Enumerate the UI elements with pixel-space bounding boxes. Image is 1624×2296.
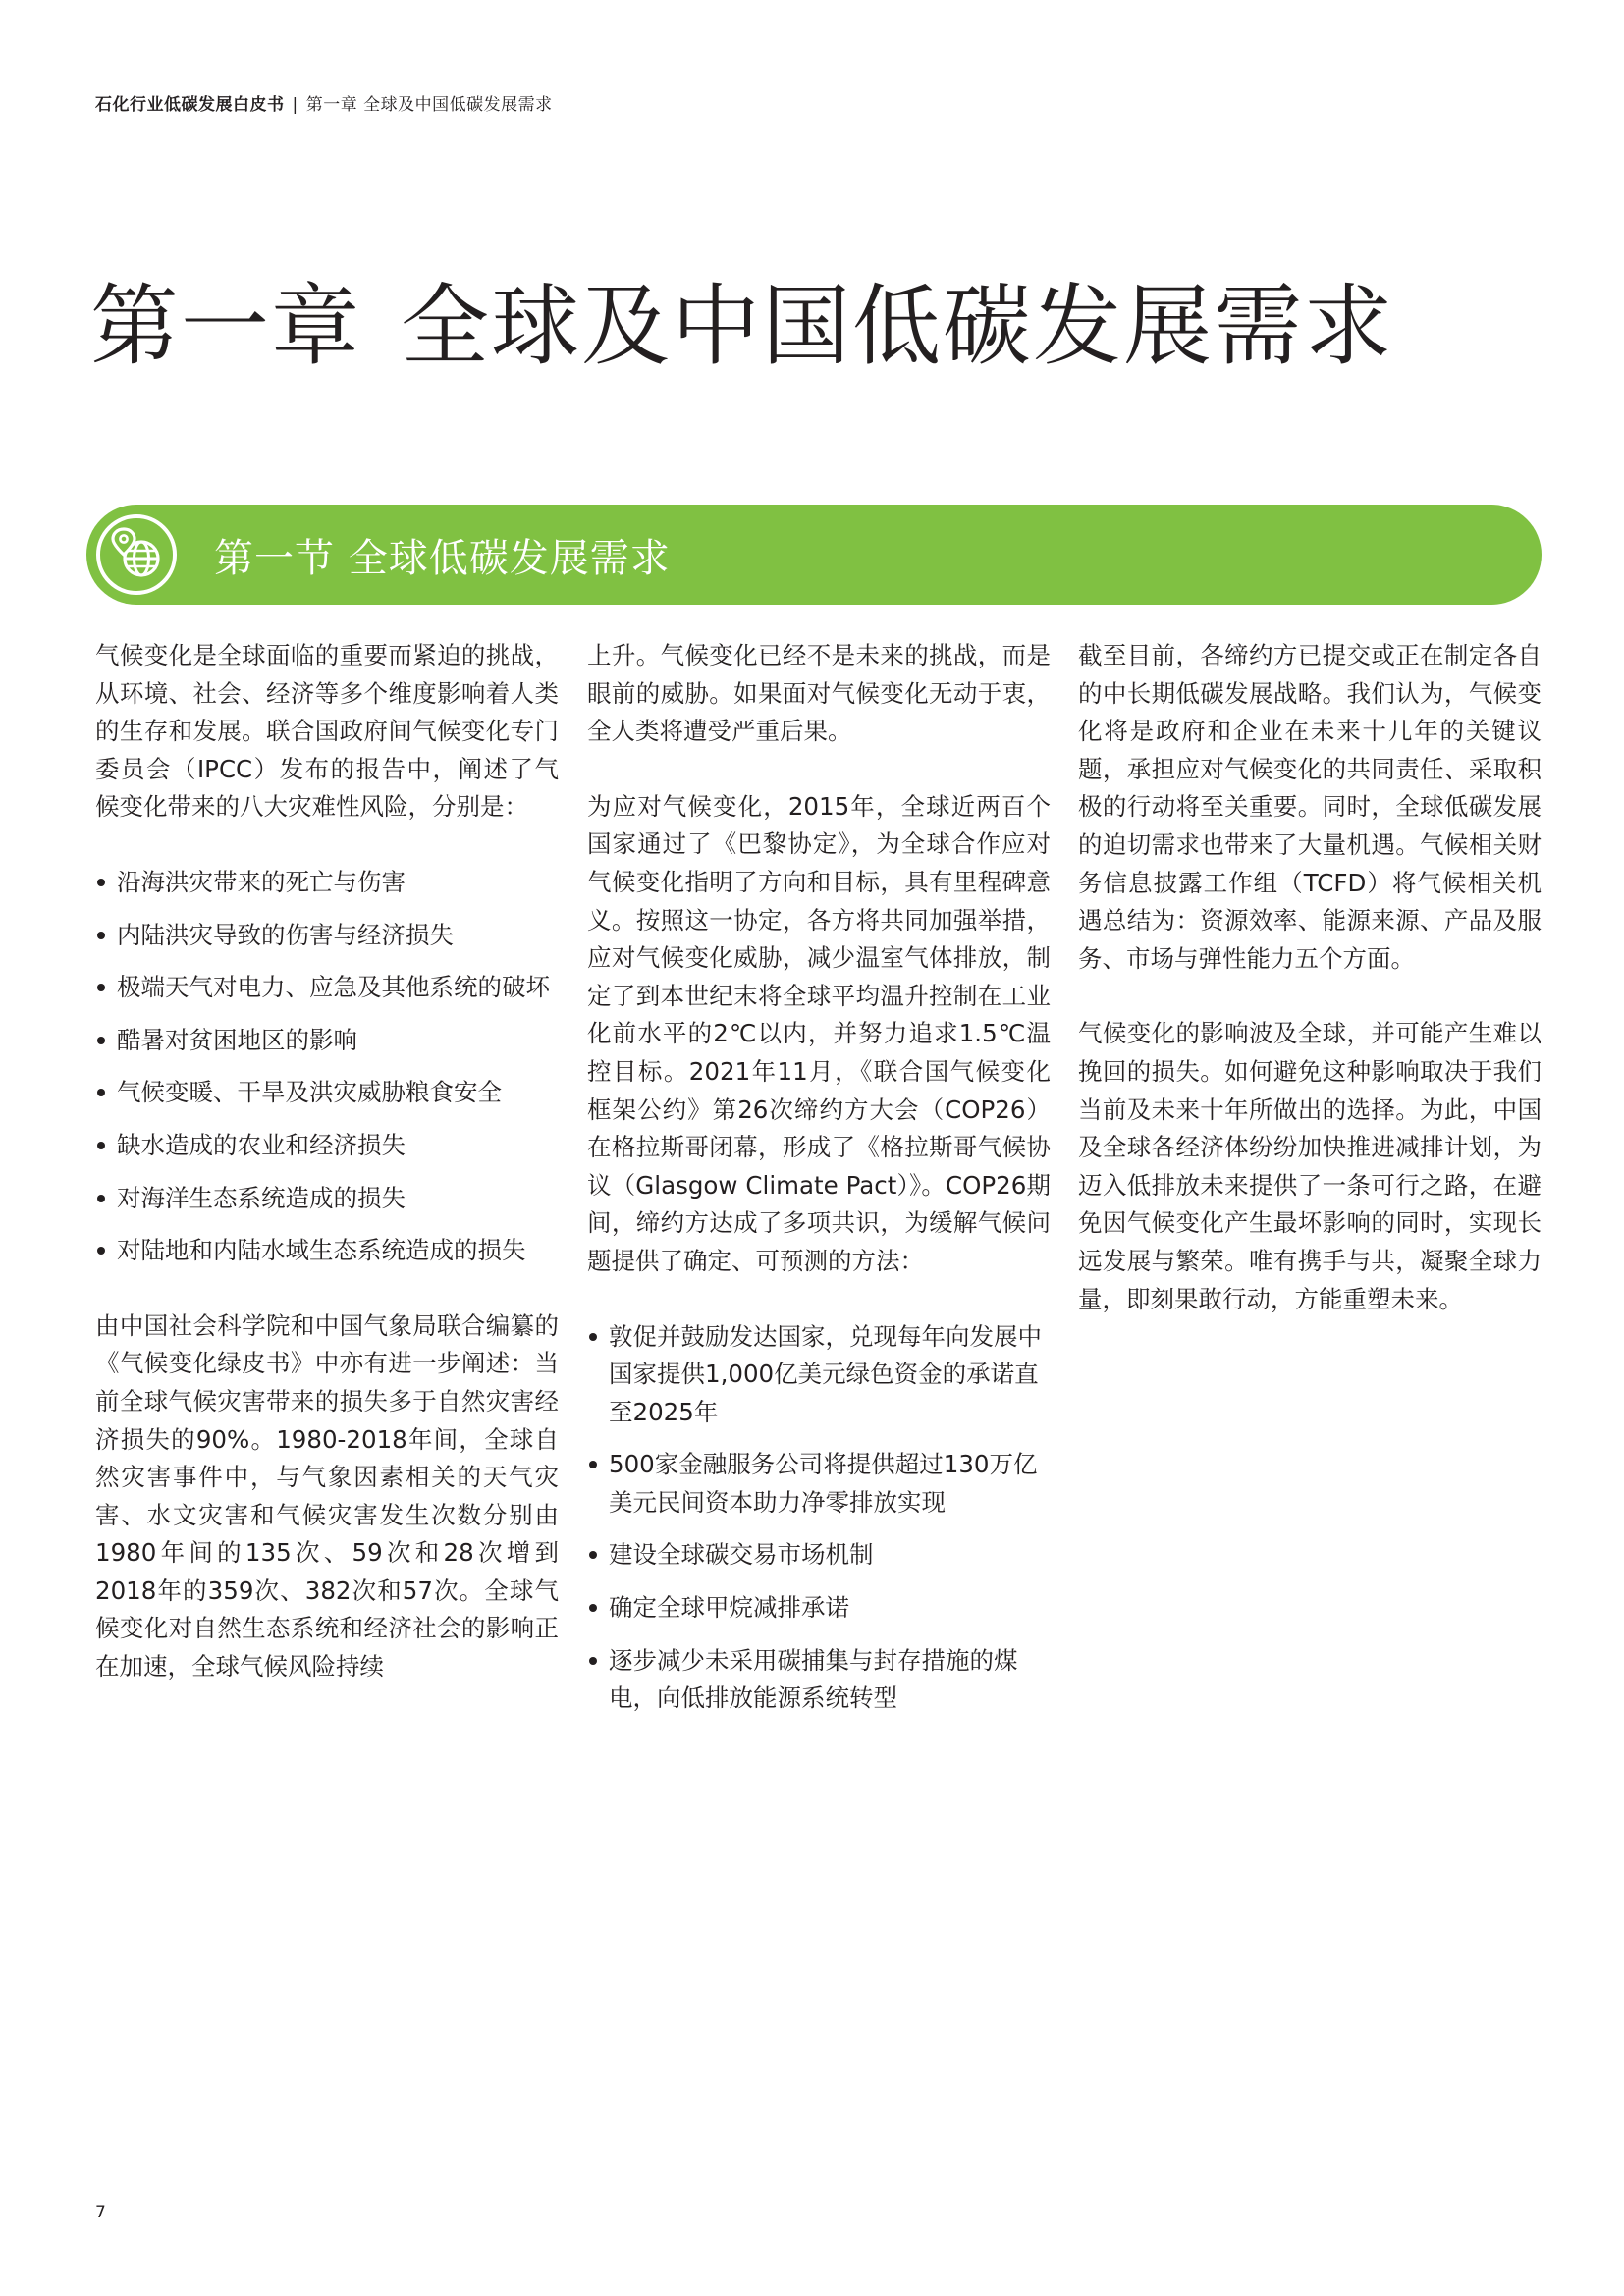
list-item: 确定全球甲烷减排承诺: [587, 1589, 1051, 1628]
list-item: 缺水造成的农业和经济损失: [95, 1127, 559, 1165]
strategy-paragraph: 截至目前，各缔约方已提交或正在制定各自的中长期低碳发展战略。我们认为，气候变化将是政府和企业在未来十几年的关键议题，承担应对气候变化的共同责任、采取积极的行动将至关重要。同时，全球低碳发展的迫切需求也带来了大量机遇。气候相关财务信息披露工作组（TCFD）将气候相关机遇总结为：资源效率、能源来源、产品及服务、市场与弹性能力五个方面。: [1078, 641, 1542, 973]
green-book-paragraph: 由中国社会科学院和中国气象局联合编纂的《气候变化绿皮书》中亦有进一步阐述：当前全球气候灾害带来的损失多于自然灾害经济损失的90%。1980-2018年间，全球自然灾害事件中，与气象因素相关的天气灾害、水文灾害和气候灾害发生次数分别由1980年间的135次、59次和28次增到2018年的359次、382次和57次。全球气候变化对自然生态系统和经济社会的影响正在加速，全球气候风险持续: [95, 1310, 559, 1682]
header-separator: |: [292, 95, 298, 115]
paris-agreement-paragraph: 为应对气候变化，2015年，全球近两百个国家通过了《巴黎协定》，为全球合作应对气候变化指明了方向和目标，具有里程碑意义。按照这一协定，各方将共同加强举措，应对气候变化威胁，减少温室气体排放，制定了到本世纪末将全球平均温升控制在工业化前水平的2℃以内，并努力追求1.5℃温控目标。2021年11月，《联合国气候变化框架公约》第26次缔约方大会（COP26）在格拉斯哥闭幕，形成了《格拉斯哥气候协议（Glasgow Climate Pact）》。COP26期间，缔约方达成了多项共识，为缓解气候问题提供了确定、可预测的方法：: [587, 791, 1051, 1275]
list-item: 内陆洪灾导致的伤害与经济损失: [95, 917, 559, 955]
chapter-name: 全球及中国低碳发展需求: [401, 275, 1394, 378]
chapter-title: [90, 273, 1394, 381]
list-item: 对海洋生态系统造成的损失: [95, 1180, 559, 1218]
page-number: 7: [95, 2203, 106, 2222]
running-header: [95, 90, 553, 115]
list-item: 气候变暖、干旱及洪灾威胁粮食安全: [95, 1074, 559, 1112]
text-column-2: [587, 637, 1051, 1755]
section-title: 第一节 全球低碳发展需求: [214, 535, 671, 581]
chapter-number: 第一章: [90, 275, 361, 378]
list-item: 逐步减少未采用碳捕集与封存措施的煤电，向低排放能源系统转型: [587, 1642, 1051, 1718]
list-item: 对陆地和内陆水域生态系统造成的损失: [95, 1232, 559, 1270]
header-chapter-reference: 第一章 全球及中国低碳发展需求: [305, 95, 553, 115]
globe-location-icon: [94, 512, 179, 597]
cop26-consensus-list: [587, 1318, 1051, 1718]
document-title: 石化行业低碳发展白皮书: [95, 95, 285, 115]
text-column-3: [1078, 637, 1542, 1356]
intro-paragraph: 气候变化是全球面临的重要而紧迫的挑战，从环境、社会、经济等多个维度影响着人类的生存和发展。联合国政府间气候变化专门委员会（IPCC）发布的报告中，阐述了气候变化带来的八大灾难性风险，分别是：: [95, 641, 559, 822]
conclusion-paragraph: 气候变化的影响波及全球，并可能产生难以挽回的损失。如何避免这种影响取决于我们当前及未来十年所做出的选择。为此，中国及全球各经济体纷纷加快推进减排计划，为迈入低排放未来提供了一条可行之路，在避免因气候变化产生最坏影响的同时，实现长远发展与繁荣。唯有携手与共，凝聚全球力量，即刻果敢行动，方能重塑未来。: [1078, 1019, 1542, 1313]
section-header-bar: [86, 505, 1542, 605]
ipcc-risk-list: [95, 864, 559, 1270]
list-item: 敦促并鼓励发达国家，兑现每年向发展中国家提供1,000亿美元绿色资金的承诺直至2025年: [587, 1318, 1051, 1432]
list-item: 500家金融服务公司将提供超过130万亿美元民间资本助力净零排放实现: [587, 1446, 1051, 1522]
list-item: 沿海洪灾带来的死亡与伤害: [95, 864, 559, 902]
list-item: 极端天气对电力、应急及其他系统的破坏: [95, 969, 559, 1007]
list-item: 酷暑对贫困地区的影响: [95, 1022, 559, 1060]
list-item: 建设全球碳交易市场机制: [587, 1536, 1051, 1575]
text-column-1: [95, 637, 559, 1724]
continuation-paragraph: 上升。气候变化已经不是未来的挑战，而是眼前的威胁。如果面对气候变化无动于衷，全人类将遭受严重后果。: [587, 641, 1051, 746]
